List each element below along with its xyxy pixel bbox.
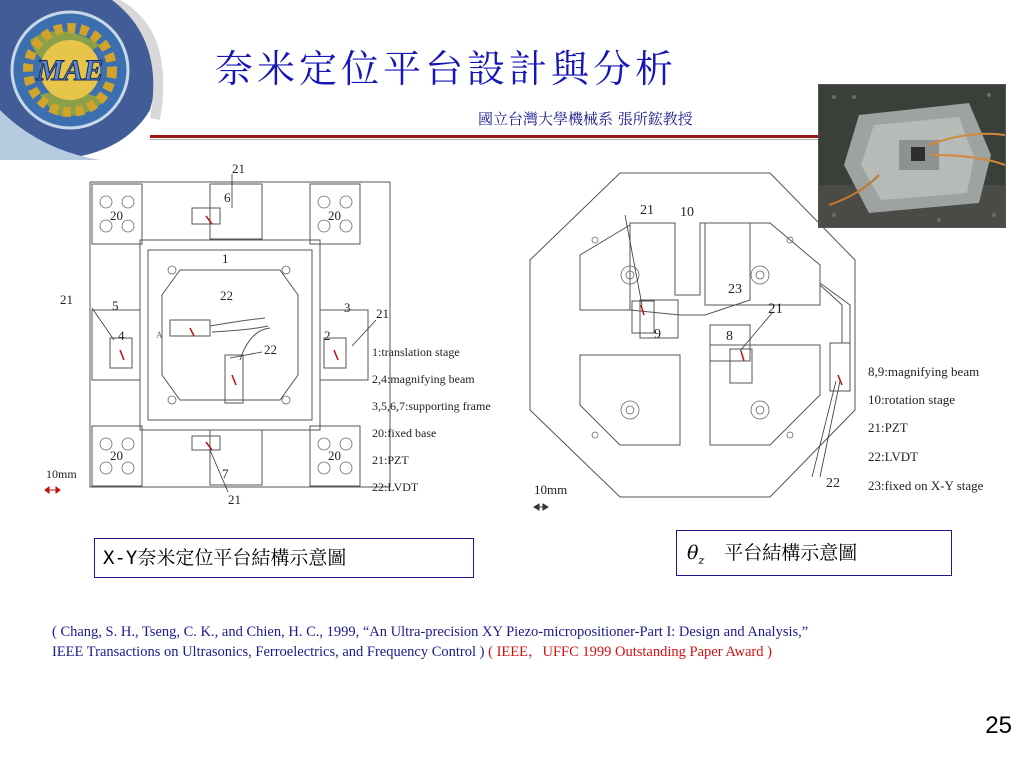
xy-stage-diagram xyxy=(40,160,520,510)
label-3: 3 xyxy=(344,300,351,315)
label-20-bl: 20 xyxy=(110,448,123,463)
theta-subscript: z xyxy=(698,553,705,567)
label-7: 7 xyxy=(222,466,229,481)
award-note: ( IEEE，UFFC 1999 Outstanding Paper Award ) xyxy=(488,644,772,660)
label-22-a: 22 xyxy=(220,288,233,303)
legend-right-item: 23:fixed on X-Y stage xyxy=(868,478,984,493)
slide-title: 奈米定位平台設計與分析 xyxy=(215,47,678,91)
label-22-b: 22 xyxy=(264,342,277,357)
label-20-br: 20 xyxy=(328,448,341,463)
label-22: 22 xyxy=(826,476,840,491)
label-20-tr: 20 xyxy=(328,208,341,223)
label-A: A xyxy=(156,330,163,340)
legend-right-item: 21:PZT xyxy=(868,420,908,435)
legend-left-item: 1:translation stage xyxy=(372,345,460,359)
label-20-tl: 20 xyxy=(110,208,123,223)
scale-bar-left xyxy=(45,487,60,493)
reference-citation xyxy=(52,622,972,662)
page-number: 25 xyxy=(985,712,1012,739)
label-21-bottom: 21 xyxy=(228,492,241,507)
label-2: 2 xyxy=(324,328,331,343)
legend-right-item: 10:rotation stage xyxy=(868,392,956,407)
theta-caption-text: 平台結構示意圖 xyxy=(724,542,858,564)
label-6: 6 xyxy=(224,190,231,205)
slide-subtitle: 國立台灣大學機械系 張所鋐教授 xyxy=(478,110,693,128)
label-21-b: 21 xyxy=(768,301,783,317)
scale-label-right: 10mm xyxy=(534,482,568,497)
theta-stage-caption xyxy=(676,530,952,576)
reference-line-2: IEEE Transactions on Ultrasonics, Ferroelectrics, and Frequency Control ) xyxy=(52,644,485,660)
logo-text: MAE xyxy=(36,54,104,87)
theta-symbol: θ xyxy=(687,542,699,564)
scale-bar-right xyxy=(534,504,548,510)
label-23: 23 xyxy=(728,282,742,297)
label-21-right: 21 xyxy=(376,306,389,321)
label-1: 1 xyxy=(222,251,229,266)
label-10: 10 xyxy=(680,205,694,220)
legend-left-item: 22:LVDT xyxy=(372,480,419,494)
legend-right-item: 8,9:magnifying beam xyxy=(868,364,980,379)
label-4: 4 xyxy=(118,328,125,343)
legend-right-item: 22:LVDT xyxy=(868,449,919,464)
label-21-a: 21 xyxy=(640,203,654,218)
label-9: 9 xyxy=(654,327,661,342)
legend-left-item: 2,4:magnifying beam xyxy=(372,372,475,386)
label-5: 5 xyxy=(112,298,119,313)
label-21-left: 21 xyxy=(60,292,73,307)
scale-label-left: 10mm xyxy=(46,467,77,481)
title-divider xyxy=(150,135,820,138)
reference-line-1: ( Chang, S. H., Tseng, C. K., and Chien, H. C., 1999, “An Ultra-precision XY Piezo-micropositioner-Part I: Design and Analysis,” xyxy=(52,624,809,640)
legend-left-item: 21:PZT xyxy=(372,453,409,467)
legend-left-item: 20:fixed base xyxy=(372,426,437,440)
theta-z-stage-diagram xyxy=(520,165,1015,520)
legend-left-item: 3,5,6,7:supporting frame xyxy=(372,399,491,413)
title-divider-thin xyxy=(150,139,820,140)
xy-stage-caption: X-Y奈米定位平台結構示意圖 xyxy=(94,538,474,578)
label-21-top: 21 xyxy=(232,161,245,176)
label-8: 8 xyxy=(726,329,733,344)
